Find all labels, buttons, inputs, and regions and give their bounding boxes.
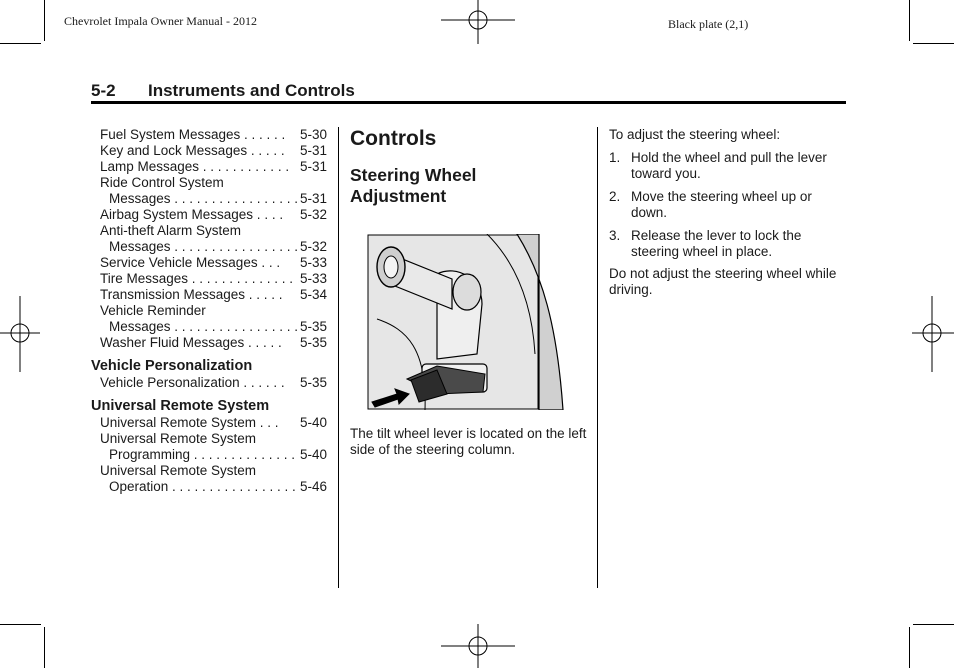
toc-entry-page: 5-31	[299, 191, 327, 206]
toc-entry	[91, 447, 327, 463]
toc-entry-label: Messages . . . . . . . . . . . . . . . . .	[109, 319, 299, 334]
running-header-plate: Black plate (2,1)	[668, 17, 749, 31]
toc-entry	[91, 479, 327, 495]
toc-entry-label: Vehicle Reminder	[100, 303, 206, 318]
toc-entry-page: 5-46	[299, 479, 327, 494]
toc-entry-label: Vehicle Personalization . . . . . .	[100, 375, 285, 390]
toc-entry-label: Operation . . . . . . . . . . . . . . . . .	[109, 479, 296, 494]
toc-entry	[91, 127, 327, 143]
toc-entry	[91, 319, 327, 335]
toc-entry-page: 5-40	[299, 415, 327, 430]
column-divider	[338, 127, 339, 588]
toc-entry	[91, 463, 327, 479]
toc-entry	[91, 335, 327, 351]
toc-entry	[91, 431, 327, 447]
toc-list	[91, 127, 327, 495]
toc-group	[91, 127, 327, 351]
toc-entry-label: Universal Remote System	[100, 463, 257, 478]
adjust-step	[609, 228, 849, 260]
toc-entry-page: 5-35	[299, 335, 327, 350]
registration-mark-left	[0, 296, 40, 372]
crop-mark	[0, 624, 41, 625]
toc-entry-page: 5-35	[299, 375, 327, 390]
toc-entry-page: 5-40	[299, 447, 327, 462]
adjust-step	[609, 189, 849, 221]
toc-entry	[91, 271, 327, 287]
tilt-lever-illustration	[367, 234, 567, 410]
steering-wheel-heading: Steering Wheel Adjustment	[350, 165, 477, 206]
step-number: 1.	[609, 150, 621, 165]
toc-entry-label: Airbag System Messages . . . .	[100, 207, 284, 222]
crop-mark	[913, 624, 954, 625]
toc-entry	[91, 191, 327, 207]
toc-entry-label: Messages . . . . . . . . . . . . . . . . .	[109, 239, 299, 254]
registration-mark-bottom	[441, 624, 515, 668]
toc-heading-vehicle-personalization: Vehicle Personalization	[91, 358, 253, 374]
step-text: Hold the wheel and pull the lever toward you.	[631, 150, 827, 181]
toc-entry-label: Programming . . . . . . . . . . . . . .	[109, 447, 296, 462]
toc-entry	[91, 415, 327, 431]
adjust-steps	[609, 150, 849, 267]
column-divider	[597, 127, 598, 588]
toc-entry-page: 5-35	[299, 319, 327, 334]
toc-entry-label: Messages . . . . . . . . . . . . . . . . .	[109, 191, 299, 206]
adjust-intro: To adjust the steering wheel:	[609, 127, 781, 142]
toc-entry	[91, 375, 327, 391]
toc-entry	[91, 303, 327, 319]
toc-entry	[91, 159, 327, 175]
step-number: 2.	[609, 189, 621, 204]
toc-entry	[91, 255, 327, 271]
section-title: Instruments and Controls	[148, 81, 355, 100]
toc-entry	[91, 287, 327, 303]
toc-entry-label: Key and Lock Messages . . . . .	[100, 143, 285, 158]
toc-entry-page: 5-31	[299, 159, 327, 174]
toc-entry-page: 5-32	[299, 239, 327, 254]
adjust-step	[609, 150, 849, 182]
toc-entry-label: Universal Remote System . . .	[100, 415, 279, 430]
step-text: Release the lever to lock the steering wheel in place.	[631, 228, 802, 259]
registration-mark-right	[912, 296, 954, 372]
figure-caption: The tilt wheel lever is located on the left side of the steering column.	[350, 426, 587, 457]
toc-entry-page: 5-33	[299, 271, 327, 286]
toc-entry	[91, 223, 327, 239]
crop-mark	[44, 627, 45, 668]
step-text: Move the steering wheel up or down.	[631, 189, 812, 220]
toc-group	[91, 415, 327, 495]
toc-entry	[91, 207, 327, 223]
toc-entry-page: 5-34	[299, 287, 327, 302]
toc-entry	[91, 143, 327, 159]
crop-mark	[913, 43, 954, 44]
section-rule	[91, 101, 846, 104]
toc-entry-label: Fuel System Messages . . . . . .	[100, 127, 286, 142]
toc-entry-label: Lamp Messages . . . . . . . . . . . .	[100, 159, 290, 174]
crop-mark	[909, 0, 910, 41]
toc-entry-label: Anti-theft Alarm System	[100, 223, 242, 238]
toc-entry-page: 5-31	[299, 143, 327, 158]
registration-mark-top	[441, 0, 515, 44]
toc-entry-label: Universal Remote System	[100, 431, 257, 446]
toc-entry-label: Ride Control System	[100, 175, 224, 190]
step-number: 3.	[609, 228, 621, 243]
running-header-title: Chevrolet Impala Owner Manual - 2012	[64, 14, 257, 28]
toc-heading-universal-remote: Universal Remote System	[91, 398, 270, 414]
toc-group	[91, 375, 327, 391]
toc-entry-label: Tire Messages . . . . . . . . . . . . . .	[100, 271, 294, 286]
toc-entry-label: Transmission Messages . . . . .	[100, 287, 283, 302]
crop-mark	[44, 0, 45, 41]
toc-entry	[91, 239, 327, 255]
controls-heading: Controls	[350, 127, 437, 150]
crop-mark	[0, 43, 41, 44]
section-number: 5-2	[91, 81, 116, 100]
toc-entry-label: Washer Fluid Messages . . . . .	[100, 335, 282, 350]
toc-entry	[91, 175, 327, 191]
toc-entry-page: 5-33	[299, 255, 327, 270]
adjust-warning: Do not adjust the steering wheel while driving.	[609, 266, 837, 297]
toc-entry-label: Service Vehicle Messages . . .	[100, 255, 281, 270]
toc-entry-page: 5-32	[299, 207, 327, 222]
crop-mark	[909, 627, 910, 668]
toc-entry-page: 5-30	[299, 127, 327, 142]
